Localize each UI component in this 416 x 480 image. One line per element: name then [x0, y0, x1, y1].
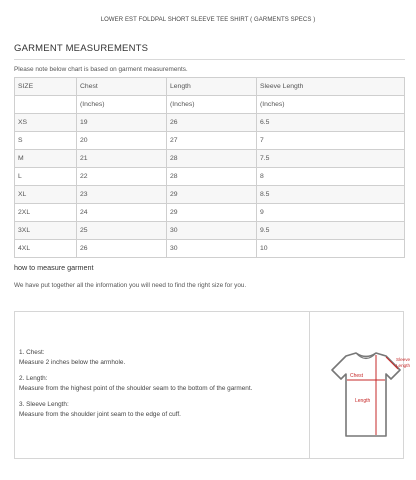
- table-row: [15, 132, 405, 150]
- cell-chest: 19: [77, 114, 167, 132]
- how-to-measure-title: how to measure garment: [14, 263, 94, 272]
- cell-sleeve: 9: [257, 204, 405, 222]
- table-row: [15, 168, 405, 186]
- cell-sleeve: 8: [257, 168, 405, 186]
- table-units-row: [15, 96, 405, 114]
- cell-size: XL: [15, 186, 77, 204]
- cell-chest: 20: [77, 132, 167, 150]
- cell-size: XS: [15, 114, 77, 132]
- sleeve-label-1: Sleeve: [396, 357, 411, 362]
- measure-guide-box: [14, 311, 411, 459]
- cell-size: L: [15, 168, 77, 186]
- table-header-row: [15, 78, 405, 96]
- cell-length: 27: [167, 132, 257, 150]
- step-length-text: Measure from the highest point of the shoulder seam to the bottom of the garment.: [19, 385, 253, 392]
- cell-size: 4XL: [15, 240, 77, 258]
- cell-size: S: [15, 132, 77, 150]
- box-divider: [309, 312, 310, 458]
- table-row: [15, 240, 405, 258]
- table-row: [15, 150, 405, 168]
- cell-length: 29: [167, 204, 257, 222]
- unit-size: [15, 96, 77, 114]
- section-title: GARMENT MEASUREMENTS: [14, 43, 149, 54]
- cell-chest: 21: [77, 150, 167, 168]
- step-sleeve-title: 3. Sleeve Length:: [19, 401, 69, 408]
- cell-sleeve: 7: [257, 132, 405, 150]
- cell-length: 28: [167, 168, 257, 186]
- size-chart-table: [14, 77, 405, 258]
- unit-sleeve-length: (Inches): [257, 96, 405, 114]
- cell-length: 29: [167, 186, 257, 204]
- unit-length: (Inches): [167, 96, 257, 114]
- cell-length: 28: [167, 150, 257, 168]
- cell-sleeve: 9.5: [257, 222, 405, 240]
- chest-label: Chest: [350, 373, 364, 379]
- cell-chest: 22: [77, 168, 167, 186]
- document-title: LOWER EST FOLDPAL SHORT SLEEVE TEE SHIRT ( GARMENTS SPECS ): [100, 17, 316, 23]
- cell-length: 30: [167, 222, 257, 240]
- cell-sleeve: 10: [257, 240, 405, 258]
- table-row: [15, 204, 405, 222]
- unit-chest: (Inches): [77, 96, 167, 114]
- table-row: [15, 114, 405, 132]
- cell-chest: 26: [77, 240, 167, 258]
- step-sleeve-text: Measure from the shoulder joint seam to the edge of cuff.: [19, 411, 181, 418]
- cell-chest: 25: [77, 222, 167, 240]
- cell-length: 30: [167, 240, 257, 258]
- header-sleeve-length: Sleeve Length: [257, 78, 405, 96]
- cell-sleeve: 7.5: [257, 150, 405, 168]
- tshirt-diagram: [318, 344, 414, 444]
- cell-chest: 24: [77, 204, 167, 222]
- cell-sleeve: 6.5: [257, 114, 405, 132]
- cell-size: 2XL: [15, 204, 77, 222]
- cell-sleeve: 8.5: [257, 186, 405, 204]
- step-length-title: 2. Length:: [19, 375, 48, 382]
- step-chest-title: 1. Chest:: [19, 349, 45, 356]
- header-size: SIZE: [15, 78, 77, 96]
- how-to-measure-intro: We have put together all the information you will need to find the right size for you.: [14, 282, 247, 289]
- table-row: [15, 186, 405, 204]
- chart-note: Please note below chart is based on garment measurements.: [14, 66, 188, 73]
- section-divider: [14, 59, 405, 60]
- tshirt-outline: [332, 353, 400, 436]
- measure-steps: [19, 348, 305, 420]
- sleeve-label-2: Length: [396, 363, 411, 368]
- table-row: [15, 222, 405, 240]
- cell-size: 3XL: [15, 222, 77, 240]
- length-label: Length: [355, 398, 371, 404]
- cell-size: M: [15, 150, 77, 168]
- header-length: Length: [167, 78, 257, 96]
- cell-length: 26: [167, 114, 257, 132]
- header-chest: Chest: [77, 78, 167, 96]
- cell-chest: 23: [77, 186, 167, 204]
- step-chest-text: Measure 2 inches below the armhole.: [19, 359, 126, 366]
